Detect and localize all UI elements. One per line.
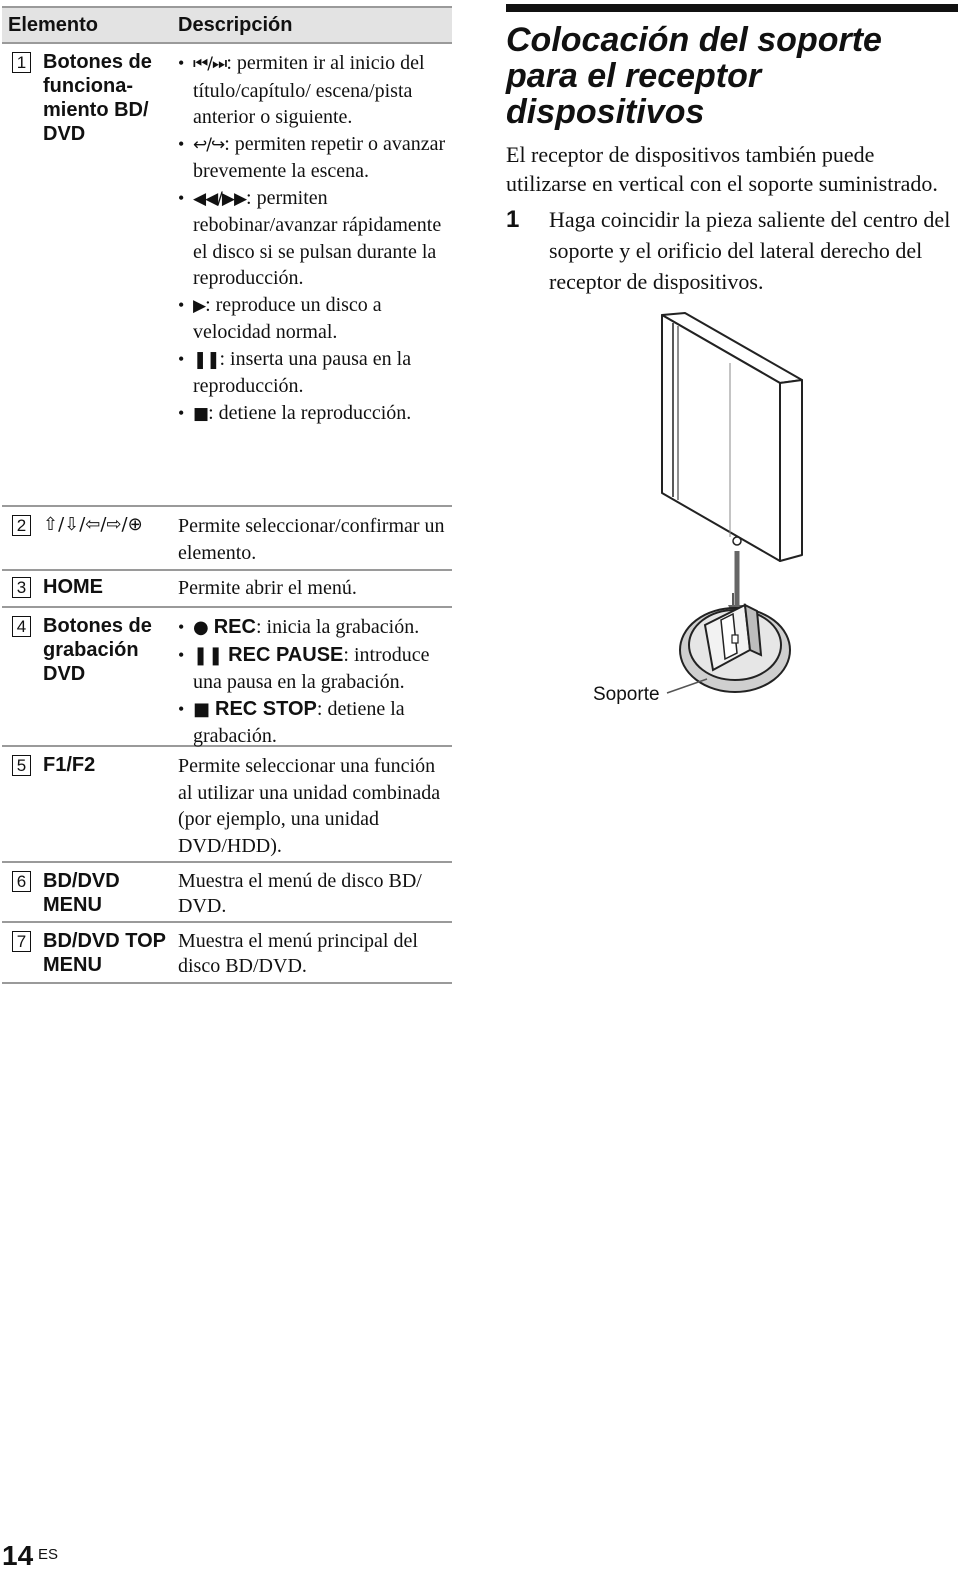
table-row [2, 571, 452, 608]
table-row [2, 507, 452, 571]
list-item: • ● REC: inicia la grabación. [178, 616, 420, 638]
header-descripcion: Descripción [178, 13, 293, 36]
arrow-keys-icon: ⇧/⇩/⇦/⇨/⊕ [43, 514, 143, 535]
rewind-forward-icon: ◀◀/▶▶ [193, 188, 247, 209]
list-item: • ■ REC STOP: detiene la grabación. [178, 697, 405, 747]
table-row [2, 863, 452, 923]
stand-section [506, 4, 958, 297]
section-title: Colocación del soporte para el receptor dispositivos [506, 21, 882, 131]
section-intro: El receptor de dispositivos también puede utilizarse en vertical con el soporte suministrado. [506, 142, 938, 196]
replay-advance-icon: ↩/↪ [193, 134, 225, 155]
step-text: Haga coincidir la pieza saliente del centro del soporte y el orificio del lateral derecho del receptor de dispositivos. [549, 207, 951, 294]
header-elemento: Elemento [8, 14, 99, 36]
table-row [2, 608, 452, 747]
item-name: BD/DVD TOP MENU [43, 930, 166, 976]
item-description: Muestra el menú de disco BD/ DVD. [178, 870, 422, 917]
stand-base-illustration [680, 593, 790, 692]
stand-illustration [585, 305, 815, 720]
item-name: Botones de grabación DVD [43, 615, 152, 685]
list-item: • ⏮/⏭: permiten ir al inicio del título/capítulo/ escena/pista anterior o siguiente. [178, 52, 425, 128]
item-number: 2 [12, 515, 31, 536]
section-divider [506, 4, 958, 12]
list-item: • ❚❚ REC PAUSE: introduce una pausa en la grabación. [178, 643, 430, 693]
page-number: 14 [2, 1540, 34, 1571]
list-item: • ▶: reproduce un disco a velocidad normal. [178, 293, 382, 343]
item-number: 6 [12, 871, 31, 892]
receiver-illustration [662, 313, 802, 561]
function-table [2, 6, 452, 984]
item-number: 4 [12, 616, 31, 637]
play-icon: ▶ [193, 295, 206, 316]
page-language: ES [38, 1546, 59, 1563]
item-number: 7 [12, 931, 31, 952]
item-name: HOME [43, 576, 103, 598]
item-name: Botones de funciona-miento BD/ DVD [43, 51, 152, 145]
item-description: Muestra el menú principal del disco BD/DVD. [178, 930, 418, 977]
pause-icon: ❚❚ [193, 349, 220, 370]
list-item: • ◀◀/▶▶: permiten rebobinar/avanzar rápidamente el disco si se pulsan durante la reproducción. [178, 186, 442, 289]
item-number: 3 [12, 577, 31, 598]
table-row [2, 747, 452, 863]
item-number: 5 [12, 755, 31, 776]
prev-next-icon: ⏮/⏭ [193, 54, 227, 74]
step-item [506, 204, 958, 297]
table-row [2, 44, 452, 507]
item-name: F1/F2 [43, 754, 96, 776]
pause-icon: ❚❚ [193, 644, 224, 666]
list-item: • ↩/↪: permiten repetir o avanzar brevemente la escena. [178, 132, 446, 182]
callout-line [667, 679, 707, 693]
list-item: • ■: detiene la reproducción. [178, 401, 412, 424]
table-header [2, 6, 452, 44]
table-row [2, 923, 452, 984]
record-icon: ● [193, 617, 209, 638]
figure-label: Soporte [593, 684, 660, 705]
item-number: 1 [12, 52, 31, 73]
item-name: BD/DVD MENU [43, 870, 120, 916]
item-description: Permite seleccionar una función al utilizar una unidad combinada (por ejemplo, una unidad DVD/HDD). [178, 755, 441, 857]
stop-icon: ■ [193, 403, 209, 424]
step-number: 1 [506, 206, 520, 233]
stop-icon: ■ [193, 698, 211, 720]
item-description: Permite abrir el menú. [178, 577, 357, 599]
list-item: • ❚❚: inserta una pausa en la reproducción. [178, 347, 412, 397]
item-description: Permite seleccionar/confirmar un elemento. [178, 515, 445, 564]
